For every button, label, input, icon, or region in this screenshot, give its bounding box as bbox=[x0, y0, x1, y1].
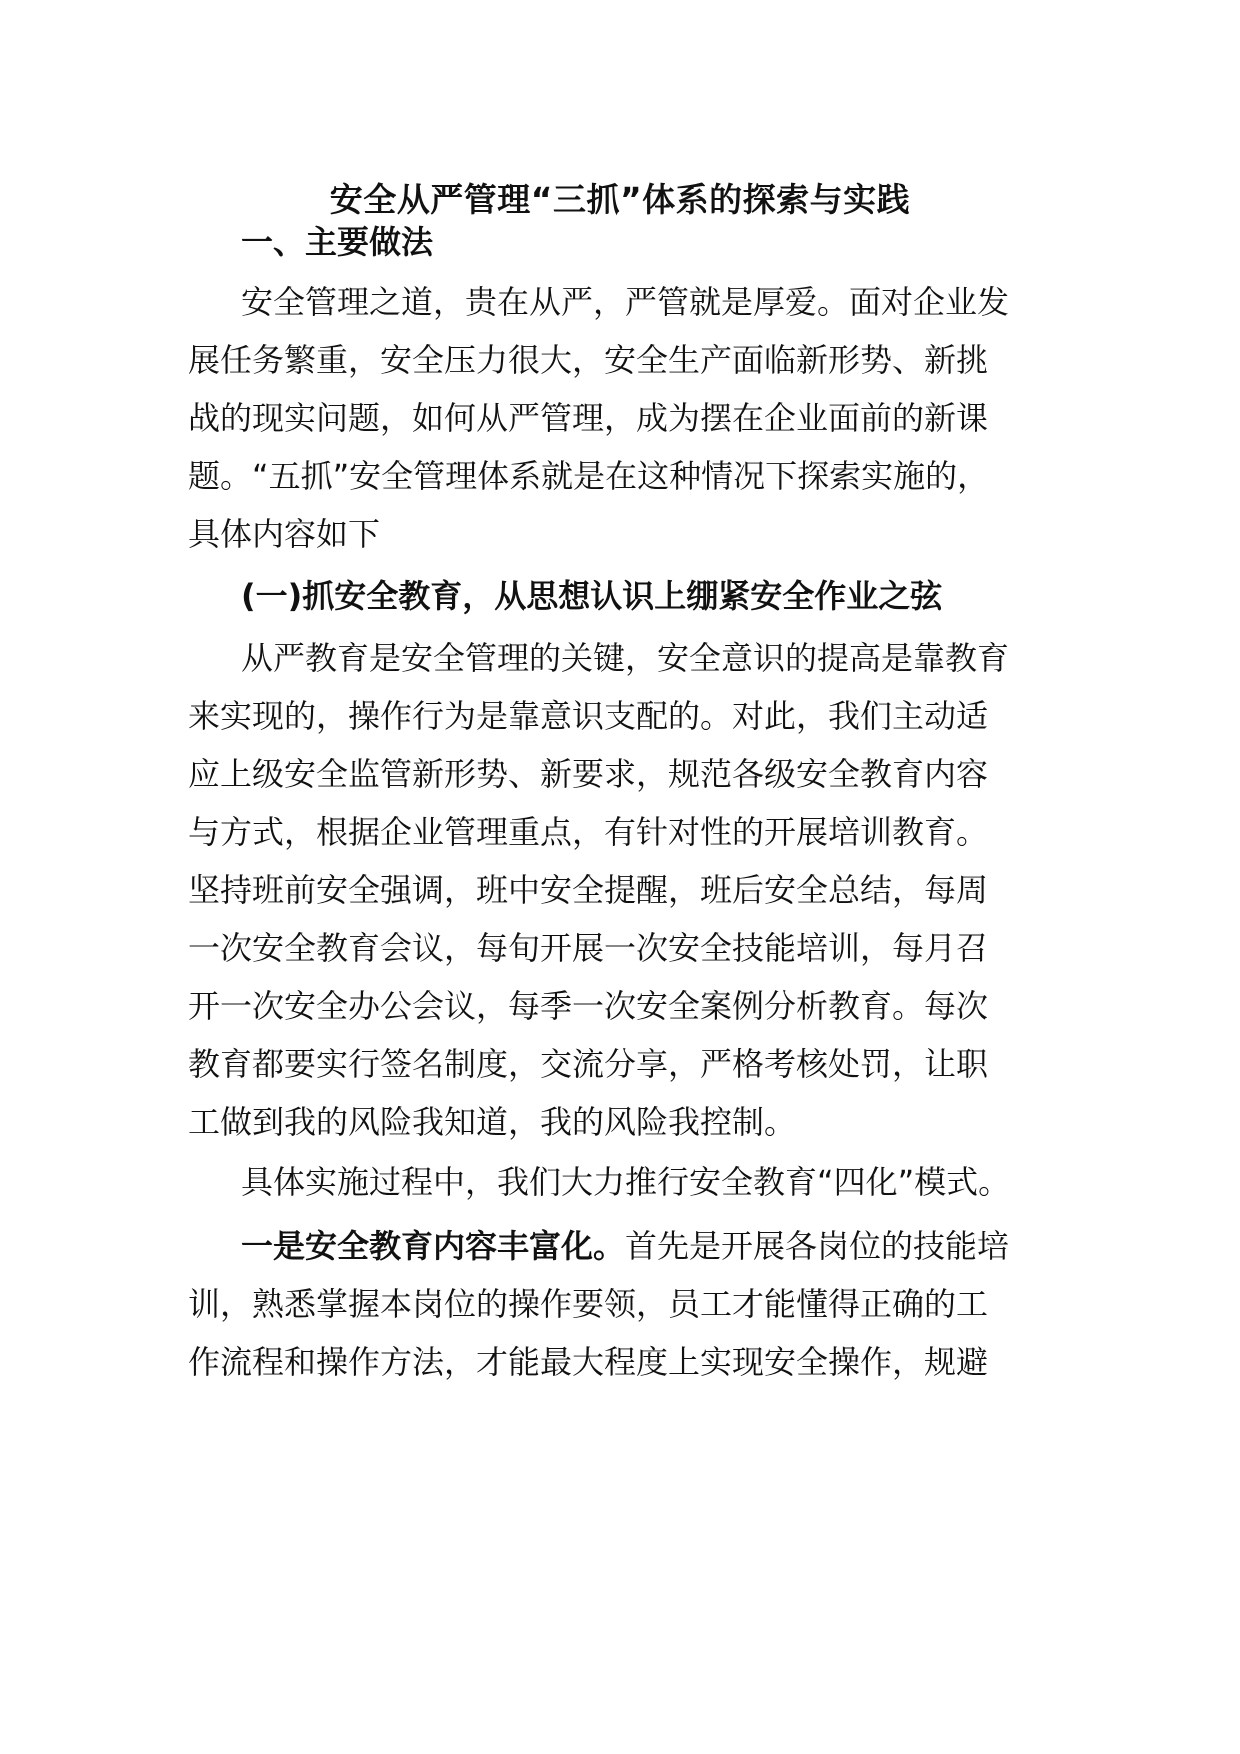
paragraph-line: 具体实施过程中，我们大力推行安全教育“四化”模式。 bbox=[241, 1163, 1011, 1201]
paragraph-line: 训，熟悉掌握本岗位的操作要领，员工才能懂得正确的工 bbox=[188, 1285, 989, 1323]
paragraph-line: 战的现实问题，如何从严管理，成为摆在企业面前的新课 bbox=[188, 399, 989, 437]
paragraph-line: 坚持班前安全强调，班中安全提醒，班后安全总结，每周 bbox=[188, 871, 989, 909]
paragraph-line: 来实现的，操作行为是靠意识支配的。对此，我们主动适 bbox=[188, 697, 989, 735]
paragraph-line: 教育都要实行签名制度，交流分享，严格考核处罚，让职 bbox=[188, 1045, 989, 1083]
paragraph-line: 与方式，根据企业管理重点，有针对性的开展培训教育。 bbox=[188, 813, 989, 851]
paragraph-line: 作流程和操作方法，才能最大程度上实现安全操作，规避 bbox=[188, 1343, 989, 1381]
document-title: 安全从严管理“三抓”体系的探索与实践 bbox=[329, 180, 911, 219]
paragraph-line: 开一次安全办公会议，每季一次安全案例分析教育。每次 bbox=[188, 987, 989, 1025]
paragraph-line: 安全管理之道，贵在从严，严管就是厚爱。面对企业发 bbox=[241, 283, 1010, 321]
paragraph-line bbox=[241, 1222, 1009, 1270]
paragraph-line: 题。“五抓”安全管理体系就是在这种情况下探索实施的， bbox=[188, 457, 990, 495]
paragraph-line: 工做到我的风险我知道，我的风险我控制。 bbox=[188, 1103, 797, 1141]
paragraph-line: 展任务繁重，安全压力很大，安全生产面临新形势、新挑 bbox=[188, 341, 989, 379]
paragraph-line: 从严教育是安全管理的关键，安全意识的提高是靠教育 bbox=[241, 639, 1010, 677]
subsection-heading: (一)抓安全教育，从思想认识上绷紧安全作业之弦 bbox=[241, 577, 943, 615]
paragraph-line: 具体内容如下 bbox=[188, 515, 381, 553]
bold-lead-text: 一是安全教育内容丰富化。 bbox=[241, 1227, 626, 1265]
paragraph-line: 应上级安全监管新形势、新要求，规范各级安全教育内容 bbox=[188, 755, 989, 793]
paragraph-line: 一次安全教育会议，每旬开展一次安全技能培训，每月召 bbox=[188, 929, 989, 967]
section-heading: 一、主要做法 bbox=[241, 223, 434, 261]
paragraph-text: 首先是开展各岗位的技能培 bbox=[625, 1227, 1010, 1265]
